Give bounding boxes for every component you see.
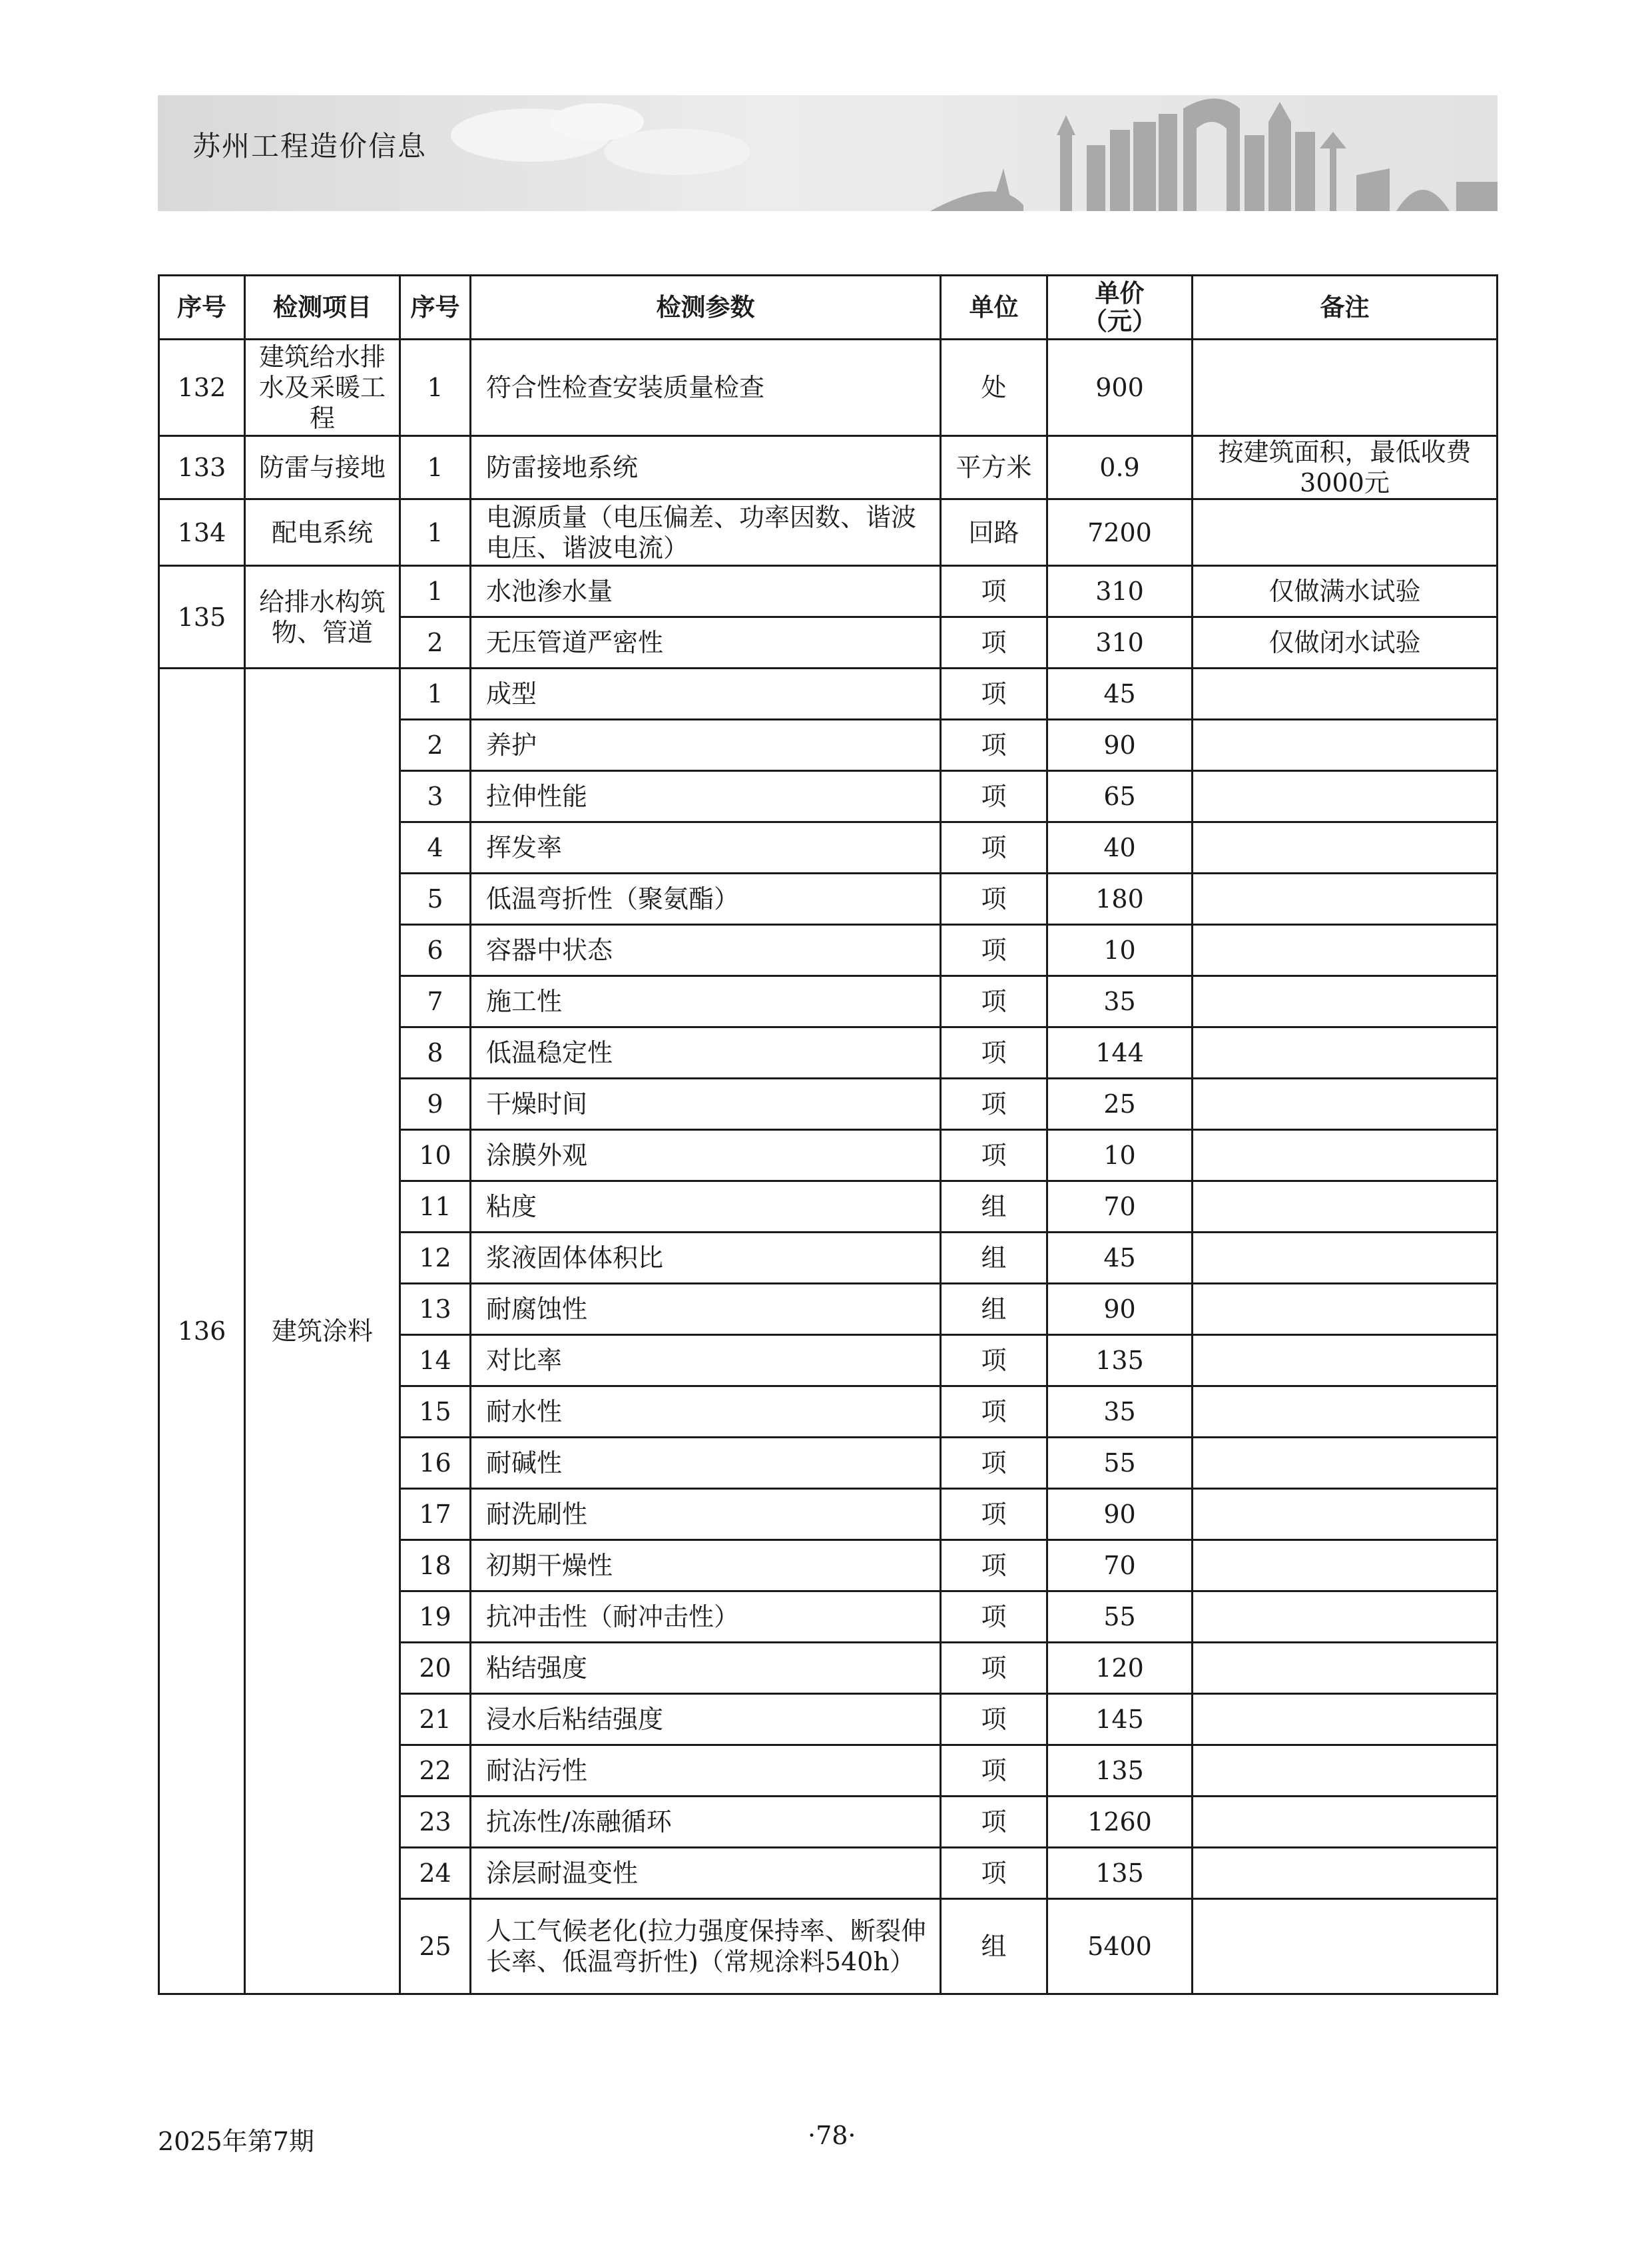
inspection-price-table (158, 274, 1498, 1995)
row-sub-no: 22 (400, 1745, 471, 1797)
group-item: 建筑给水排水及采暖工程 (245, 340, 400, 436)
row-param: 粘结强度 (471, 1643, 941, 1694)
row-param: 无压管道严密性 (471, 617, 941, 669)
row-param: 耐碱性 (471, 1438, 941, 1489)
row-price: 135 (1047, 1335, 1193, 1386)
publication-title: 苏州工程造价信息 (192, 130, 427, 162)
row-price: 70 (1047, 1181, 1193, 1233)
row-unit: 项 (941, 1540, 1047, 1591)
row-sub-no: 3 (400, 771, 471, 822)
row-unit: 处 (941, 340, 1047, 436)
row-note (1193, 499, 1498, 566)
row-price: 40 (1047, 822, 1193, 874)
row-unit: 项 (941, 1130, 1047, 1181)
group-no: 135 (159, 566, 245, 669)
row-price: 25 (1047, 1079, 1193, 1130)
header-item: 检测项目 (245, 276, 400, 340)
header-param: 检测参数 (471, 276, 941, 340)
header-no: 序号 (159, 276, 245, 340)
row-sub-no: 10 (400, 1130, 471, 1181)
row-price: 1260 (1047, 1797, 1193, 1848)
row-note: 仅做闭水试验 (1193, 617, 1498, 669)
row-note (1193, 1079, 1498, 1130)
row-note (1193, 1591, 1498, 1643)
city-skyline-illustration (158, 95, 1498, 211)
row-sub-no: 20 (400, 1643, 471, 1694)
row-sub-no: 9 (400, 1079, 471, 1130)
row-price: 55 (1047, 1438, 1193, 1489)
table-header-row (159, 276, 1498, 340)
row-sub-no: 13 (400, 1284, 471, 1335)
row-param: 初期干燥性 (471, 1540, 941, 1591)
row-sub-no: 17 (400, 1489, 471, 1540)
row-note (1193, 822, 1498, 874)
row-unit: 组 (941, 1899, 1047, 1994)
row-sub-no: 1 (400, 669, 471, 720)
group-no: 133 (159, 436, 245, 499)
row-sub-no: 14 (400, 1335, 471, 1386)
row-note (1193, 1694, 1498, 1745)
row-sub-no: 11 (400, 1181, 471, 1233)
row-price: 90 (1047, 1284, 1193, 1335)
issue-label: 2025年第7期 (158, 2127, 314, 2156)
row-unit: 项 (941, 1335, 1047, 1386)
row-sub-no: 16 (400, 1438, 471, 1489)
row-unit: 项 (941, 1848, 1047, 1899)
row-param: 涂层耐温变性 (471, 1848, 941, 1899)
row-unit: 项 (941, 1745, 1047, 1797)
row-param: 抗冲击性（耐冲击性） (471, 1591, 941, 1643)
header-note: 备注 (1193, 276, 1498, 340)
row-sub-no: 1 (400, 436, 471, 499)
header-unit: 单位 (941, 276, 1047, 340)
group-item: 配电系统 (245, 499, 400, 566)
row-sub-no: 1 (400, 566, 471, 617)
row-note (1193, 720, 1498, 771)
row-note: 仅做满水试验 (1193, 566, 1498, 617)
row-sub-no: 1 (400, 340, 471, 436)
row-param: 低温稳定性 (471, 1027, 941, 1079)
group-item: 给排水构筑物、管道 (245, 566, 400, 669)
row-price: 7200 (1047, 499, 1193, 566)
row-price: 90 (1047, 1489, 1193, 1540)
row-price: 180 (1047, 874, 1193, 925)
row-sub-no: 7 (400, 976, 471, 1027)
row-note (1193, 874, 1498, 925)
row-note (1193, 1540, 1498, 1591)
row-price: 55 (1047, 1591, 1193, 1643)
row-unit: 平方米 (941, 436, 1047, 499)
row-param: 耐洗刷性 (471, 1489, 941, 1540)
row-note (1193, 976, 1498, 1027)
row-param: 耐腐蚀性 (471, 1284, 941, 1335)
row-param: 电源质量（电压偏差、功率因数、谐波电压、谐波电流） (471, 499, 941, 566)
row-param: 挥发率 (471, 822, 941, 874)
row-param: 浆液固体体积比 (471, 1233, 941, 1284)
row-param: 低温弯折性（聚氨酯） (471, 874, 941, 925)
row-unit: 项 (941, 720, 1047, 771)
row-param: 符合性检查安装质量检查 (471, 340, 941, 436)
row-unit: 项 (941, 925, 1047, 976)
table-row (159, 340, 1498, 436)
row-price: 45 (1047, 1233, 1193, 1284)
row-unit: 回路 (941, 499, 1047, 566)
row-param: 人工气候老化(拉力强度保持率、断裂伸长率、低温弯折性)（常规涂料540h） (471, 1899, 941, 1994)
header-sub-no: 序号 (400, 276, 471, 340)
row-param: 浸水后粘结强度 (471, 1694, 941, 1745)
row-param: 防雷接地系统 (471, 436, 941, 499)
row-sub-no: 1 (400, 499, 471, 566)
row-price: 90 (1047, 720, 1193, 771)
row-unit: 项 (941, 771, 1047, 822)
row-sub-no: 4 (400, 822, 471, 874)
row-price: 70 (1047, 1540, 1193, 1591)
table-row (159, 566, 1498, 617)
row-unit: 项 (941, 1591, 1047, 1643)
row-unit: 项 (941, 822, 1047, 874)
row-price: 10 (1047, 1130, 1193, 1181)
row-param: 水池渗水量 (471, 566, 941, 617)
row-unit: 项 (941, 1438, 1047, 1489)
row-param: 粘度 (471, 1181, 941, 1233)
row-sub-no: 2 (400, 720, 471, 771)
row-unit: 项 (941, 669, 1047, 720)
row-note (1193, 1335, 1498, 1386)
row-price: 145 (1047, 1694, 1193, 1745)
row-sub-no: 12 (400, 1233, 471, 1284)
row-param: 养护 (471, 720, 941, 771)
row-unit: 项 (941, 1489, 1047, 1540)
table-row (159, 436, 1498, 499)
row-note (1193, 1027, 1498, 1079)
row-note (1193, 1386, 1498, 1438)
row-price: 310 (1047, 566, 1193, 617)
row-unit: 项 (941, 1386, 1047, 1438)
row-price: 5400 (1047, 1899, 1193, 1994)
row-param: 涂膜外观 (471, 1130, 941, 1181)
row-price: 0.9 (1047, 436, 1193, 499)
row-sub-no: 18 (400, 1540, 471, 1591)
row-unit: 项 (941, 1027, 1047, 1079)
row-price: 10 (1047, 925, 1193, 976)
row-note (1193, 1284, 1498, 1335)
row-sub-no: 21 (400, 1694, 471, 1745)
row-unit: 组 (941, 1181, 1047, 1233)
row-unit: 项 (941, 1079, 1047, 1130)
row-param: 容器中状态 (471, 925, 941, 976)
row-price: 35 (1047, 976, 1193, 1027)
row-param: 干燥时间 (471, 1079, 941, 1130)
group-item: 建筑涂料 (245, 669, 400, 1994)
row-price: 45 (1047, 669, 1193, 720)
row-note (1193, 1181, 1498, 1233)
group-no: 136 (159, 669, 245, 1994)
row-sub-no: 24 (400, 1848, 471, 1899)
row-param: 施工性 (471, 976, 941, 1027)
row-note: 按建筑面积，最低收费3000元 (1193, 436, 1498, 499)
row-price: 310 (1047, 617, 1193, 669)
page-number: ·78· (808, 2121, 856, 2150)
row-price: 135 (1047, 1848, 1193, 1899)
row-note (1193, 771, 1498, 822)
row-sub-no: 2 (400, 617, 471, 669)
table-row (159, 499, 1498, 566)
row-note (1193, 1797, 1498, 1848)
row-unit: 组 (941, 1233, 1047, 1284)
row-param: 耐水性 (471, 1386, 941, 1438)
row-note (1193, 669, 1498, 720)
row-param: 对比率 (471, 1335, 941, 1386)
row-sub-no: 19 (400, 1591, 471, 1643)
row-unit: 项 (941, 566, 1047, 617)
row-sub-no: 23 (400, 1797, 471, 1848)
row-param: 拉伸性能 (471, 771, 941, 822)
row-unit: 项 (941, 874, 1047, 925)
row-sub-no: 25 (400, 1899, 471, 1994)
header-price: 单价 （元） (1047, 276, 1193, 340)
row-price: 120 (1047, 1643, 1193, 1694)
row-price: 900 (1047, 340, 1193, 436)
header-banner (158, 95, 1498, 211)
row-note (1193, 1489, 1498, 1540)
row-param: 抗冻性/冻融循环 (471, 1797, 941, 1848)
row-price: 144 (1047, 1027, 1193, 1079)
row-sub-no: 15 (400, 1386, 471, 1438)
group-no: 134 (159, 499, 245, 566)
row-price: 65 (1047, 771, 1193, 822)
group-item: 防雷与接地 (245, 436, 400, 499)
row-unit: 项 (941, 1694, 1047, 1745)
table-row (159, 669, 1498, 720)
row-note (1193, 1745, 1498, 1797)
row-price: 135 (1047, 1745, 1193, 1797)
row-price: 35 (1047, 1386, 1193, 1438)
group-no: 132 (159, 340, 245, 436)
row-sub-no: 8 (400, 1027, 471, 1079)
row-note (1193, 1438, 1498, 1489)
row-unit: 组 (941, 1284, 1047, 1335)
row-param: 成型 (471, 669, 941, 720)
row-param: 耐沾污性 (471, 1745, 941, 1797)
row-unit: 项 (941, 617, 1047, 669)
row-note (1193, 1848, 1498, 1899)
row-sub-no: 5 (400, 874, 471, 925)
row-unit: 项 (941, 976, 1047, 1027)
row-note (1193, 1899, 1498, 1994)
row-note (1193, 1130, 1498, 1181)
row-unit: 项 (941, 1797, 1047, 1848)
row-note (1193, 1643, 1498, 1694)
row-note (1193, 925, 1498, 976)
row-note (1193, 1233, 1498, 1284)
row-note (1193, 340, 1498, 436)
row-sub-no: 6 (400, 925, 471, 976)
row-unit: 项 (941, 1643, 1047, 1694)
